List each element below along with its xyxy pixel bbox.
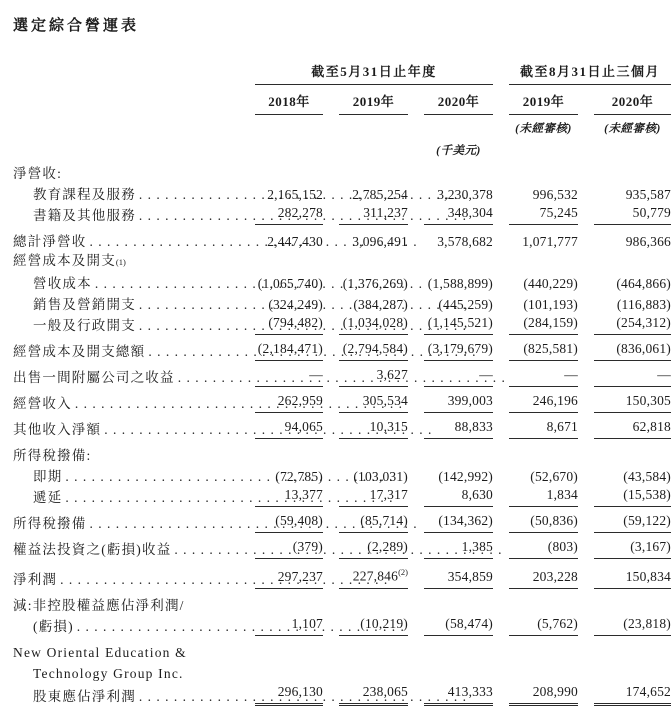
leader-dots (174, 541, 239, 558)
row-label (13, 369, 239, 387)
value-cell: 8,671 (509, 418, 578, 439)
row-label (13, 571, 239, 589)
value-cell: — (424, 366, 493, 387)
value-cell: 227,846$^{(2)}$ (339, 564, 408, 589)
row-label (13, 541, 239, 559)
table-row (13, 683, 671, 706)
table-header (13, 61, 671, 162)
value-cell: 262,959 (255, 392, 323, 413)
value-cell: — (594, 366, 671, 387)
value-cell: 986,366 (625, 234, 671, 249)
column-year-header: 2019年 (509, 85, 578, 115)
row-label (13, 252, 671, 272)
value-cell: 3,096,491 (352, 234, 408, 249)
value-cell: (85,714) (339, 512, 408, 533)
table-row (13, 230, 671, 251)
value-cell: (134,362) (424, 512, 493, 533)
value-cell: 10,315 (339, 418, 408, 439)
row-label (13, 421, 239, 439)
row-label (13, 665, 671, 683)
table-row (13, 615, 671, 636)
row-label (13, 296, 239, 314)
row-label (13, 207, 239, 225)
value-cell: (2,794,584) (339, 340, 408, 361)
row-label-text: 營收成本 (33, 276, 92, 291)
value-cell: 1,834 (509, 486, 578, 507)
operations-table (13, 162, 671, 706)
row-label (13, 165, 671, 183)
row-label-text: 總計淨營收 (13, 234, 87, 249)
row-label-text: Technology Group Inc. (33, 665, 184, 681)
row-label (13, 233, 239, 251)
footnote-marker: (1) (115, 257, 126, 267)
table-row (13, 314, 671, 335)
table-row (13, 418, 671, 439)
leader-dots (60, 571, 239, 588)
value-cell: 935,587 (625, 187, 671, 202)
value-cell: 1,385 (424, 538, 493, 559)
value-cell: 305,534 (339, 392, 408, 413)
value-cell: (324,249) (268, 297, 323, 312)
table-row (13, 641, 671, 662)
value-cell: (1,065,740) (257, 276, 323, 291)
value-cell: (59,122) (594, 512, 671, 533)
value-cell: (116,883) (616, 297, 671, 312)
column-year-header: 2019年 (339, 85, 408, 115)
value-cell: — (255, 366, 323, 387)
row-label-text: 淨利潤 (13, 571, 58, 587)
leader-dots (139, 688, 239, 705)
value-cell: (43,584) (623, 469, 671, 484)
value-cell: 203,228 (509, 568, 578, 589)
value-cell: 297,237 (255, 568, 323, 589)
value-cell: 348,304 (424, 204, 493, 225)
value-cell: 208,990 (509, 683, 578, 706)
row-label-text: 所得稅撥備 (13, 516, 87, 531)
row-label-text: 其他收入淨額 (13, 422, 102, 437)
value-cell: (3,179,679) (424, 340, 493, 361)
value-cell: 238,065 (339, 683, 408, 706)
column-group-header: 截至8月31日止三個月 (509, 61, 671, 85)
table-row (13, 662, 671, 683)
value-cell: 246,196 (509, 392, 578, 413)
row-label (13, 489, 239, 507)
row-label (13, 395, 239, 413)
value-cell: (10,219) (339, 615, 408, 636)
value-cell: 399,003 (424, 392, 493, 413)
row-label (13, 317, 239, 335)
value-cell: 150,305 (594, 392, 671, 413)
row-label-text: 所得稅撥備: (13, 448, 92, 463)
footnote-marker: (2) (398, 567, 408, 577)
leader-dots (139, 296, 239, 313)
value-cell: 282,278 (255, 204, 323, 225)
value-cell: (384,287) (353, 297, 408, 312)
value-cell: 996,532 (532, 187, 578, 202)
table-row (13, 594, 671, 615)
value-cell: 17,317 (339, 486, 408, 507)
row-label-text: 股東應佔淨利潤 (33, 688, 136, 704)
row-label (13, 275, 239, 293)
table-row (13, 444, 671, 465)
row-label (13, 447, 671, 465)
unit-note: (千美元) (436, 145, 481, 157)
leader-dots (139, 317, 239, 334)
value-cell: (23,818) (594, 615, 671, 636)
table-row (13, 564, 671, 589)
table-row (13, 512, 671, 533)
row-label-text: 減:非控股權益應佔淨利潤/ (13, 597, 185, 613)
value-cell: 1,071,777 (522, 234, 578, 249)
row-label (13, 468, 239, 486)
leader-dots (178, 369, 239, 386)
row-label-text: (虧損) (33, 618, 74, 634)
value-cell: (50,836) (509, 512, 578, 533)
table-row (13, 162, 671, 183)
value-cell: (142,992) (438, 469, 493, 484)
value-cell: — (509, 366, 578, 387)
value-cell: (254,312) (594, 314, 671, 335)
column-subnote-unaudited: (未經審核) (515, 123, 572, 135)
leader-dots (139, 186, 239, 203)
value-cell: (284,159) (509, 314, 578, 335)
row-label-text: 經營成本及開支總額 (13, 344, 146, 359)
value-cell: 50,779 (594, 204, 671, 225)
row-label (13, 644, 671, 662)
column-year-header: 2020年 (424, 85, 493, 115)
value-cell: (72,785) (275, 469, 323, 484)
row-label-text: 經營收入 (13, 396, 72, 411)
table-row (13, 293, 671, 314)
value-cell: (58,474) (424, 615, 493, 636)
leader-dots (75, 395, 239, 412)
value-cell: (803) (509, 538, 578, 559)
value-cell: (1,588,899) (427, 276, 493, 291)
value-cell: (379) (255, 538, 323, 559)
value-cell: (2,184,471) (255, 340, 323, 361)
row-label (13, 343, 239, 361)
value-cell: (3,167) (594, 538, 671, 559)
value-cell: (101,193) (523, 297, 578, 312)
table-row (13, 392, 671, 413)
value-cell: 8,630 (424, 486, 493, 507)
value-cell: (1,034,028) (339, 314, 408, 335)
value-cell: 150,834 (594, 568, 671, 589)
column-group-header: 截至5月31日止年度 (255, 61, 493, 85)
value-cell: (52,670) (530, 469, 578, 484)
value-cell: 2,785,254 (352, 187, 408, 202)
row-label (13, 597, 671, 615)
value-cell: 311,237 (339, 204, 408, 225)
leader-dots (95, 275, 239, 292)
table-row (13, 366, 671, 387)
row-label (13, 186, 239, 204)
value-cell: (464,866) (616, 276, 671, 291)
row-label (13, 618, 239, 636)
row-label-text: 銷售及營銷開支 (33, 297, 136, 312)
value-cell: 296,130 (255, 683, 323, 706)
row-label-text: 一般及行政開支 (33, 318, 136, 333)
value-cell: (825,581) (509, 340, 578, 361)
row-label-text: 書籍及其他服務 (33, 208, 136, 223)
leader-dots (90, 515, 240, 532)
value-cell: 2,165,152 (267, 187, 323, 202)
table-row (13, 340, 671, 361)
value-cell: 3,627 (339, 366, 408, 387)
leader-dots (139, 207, 239, 224)
table-row (13, 251, 671, 272)
value-cell: (794,482) (255, 314, 323, 335)
table-row (13, 183, 671, 204)
value-cell: 413,333 (424, 683, 493, 706)
row-label-text: New Oriental Education & (13, 644, 187, 660)
table-row (13, 538, 671, 559)
table-row (13, 486, 671, 507)
table-row (13, 272, 671, 293)
value-cell: (2,289) (339, 538, 408, 559)
value-cell: (1,376,269) (342, 276, 408, 291)
value-cell: (1,145,521) (424, 314, 493, 335)
leader-dots (148, 343, 239, 360)
column-year-header: 2018年 (255, 85, 323, 115)
row-label-text: 經營成本及開支 (13, 253, 116, 268)
value-cell: 3,230,378 (437, 187, 493, 202)
row-label-text: 出售一間附屬公司之收益 (13, 370, 175, 385)
value-cell: 88,833 (424, 418, 493, 439)
value-cell: (440,229) (523, 276, 578, 291)
leader-dots (104, 421, 239, 438)
row-label (13, 688, 239, 706)
value-cell: 1,107 (255, 615, 323, 636)
value-cell: (59,408) (255, 512, 323, 533)
value-cell: 94,065 (255, 418, 323, 439)
value-cell: 354,859 (424, 568, 493, 589)
leader-dots (65, 489, 239, 506)
row-label-text: 遞延 (33, 490, 63, 505)
value-cell: 13,377 (255, 486, 323, 507)
leader-dots (77, 618, 239, 635)
table-row (13, 465, 671, 486)
page-title: 選定綜合營運表 (13, 18, 140, 34)
value-cell: (15,538) (594, 486, 671, 507)
leader-dots (90, 233, 240, 250)
value-cell: 3,578,682 (437, 234, 493, 249)
value-cell: (836,061) (594, 340, 671, 361)
row-label (13, 515, 239, 533)
value-cell: (5,762) (509, 615, 578, 636)
table-row (13, 204, 671, 225)
column-subnote-unaudited: (未經審核) (604, 123, 661, 135)
value-cell: 174,652 (594, 683, 671, 706)
row-label-text: 教育課程及服務 (33, 187, 136, 202)
value-cell: (445,259) (438, 297, 493, 312)
leader-dots (65, 468, 239, 485)
row-label-text: 淨營收: (13, 166, 63, 181)
column-year-header: 2020年 (594, 85, 671, 115)
row-label-text: 即期 (33, 469, 63, 484)
row-label-text: 權益法投資之(虧損)收益 (13, 542, 172, 557)
value-cell: 75,245 (509, 204, 578, 225)
value-cell: (103,031) (353, 469, 408, 484)
value-cell: 2,447,430 (267, 234, 323, 249)
value-cell: 62,818 (594, 418, 671, 439)
